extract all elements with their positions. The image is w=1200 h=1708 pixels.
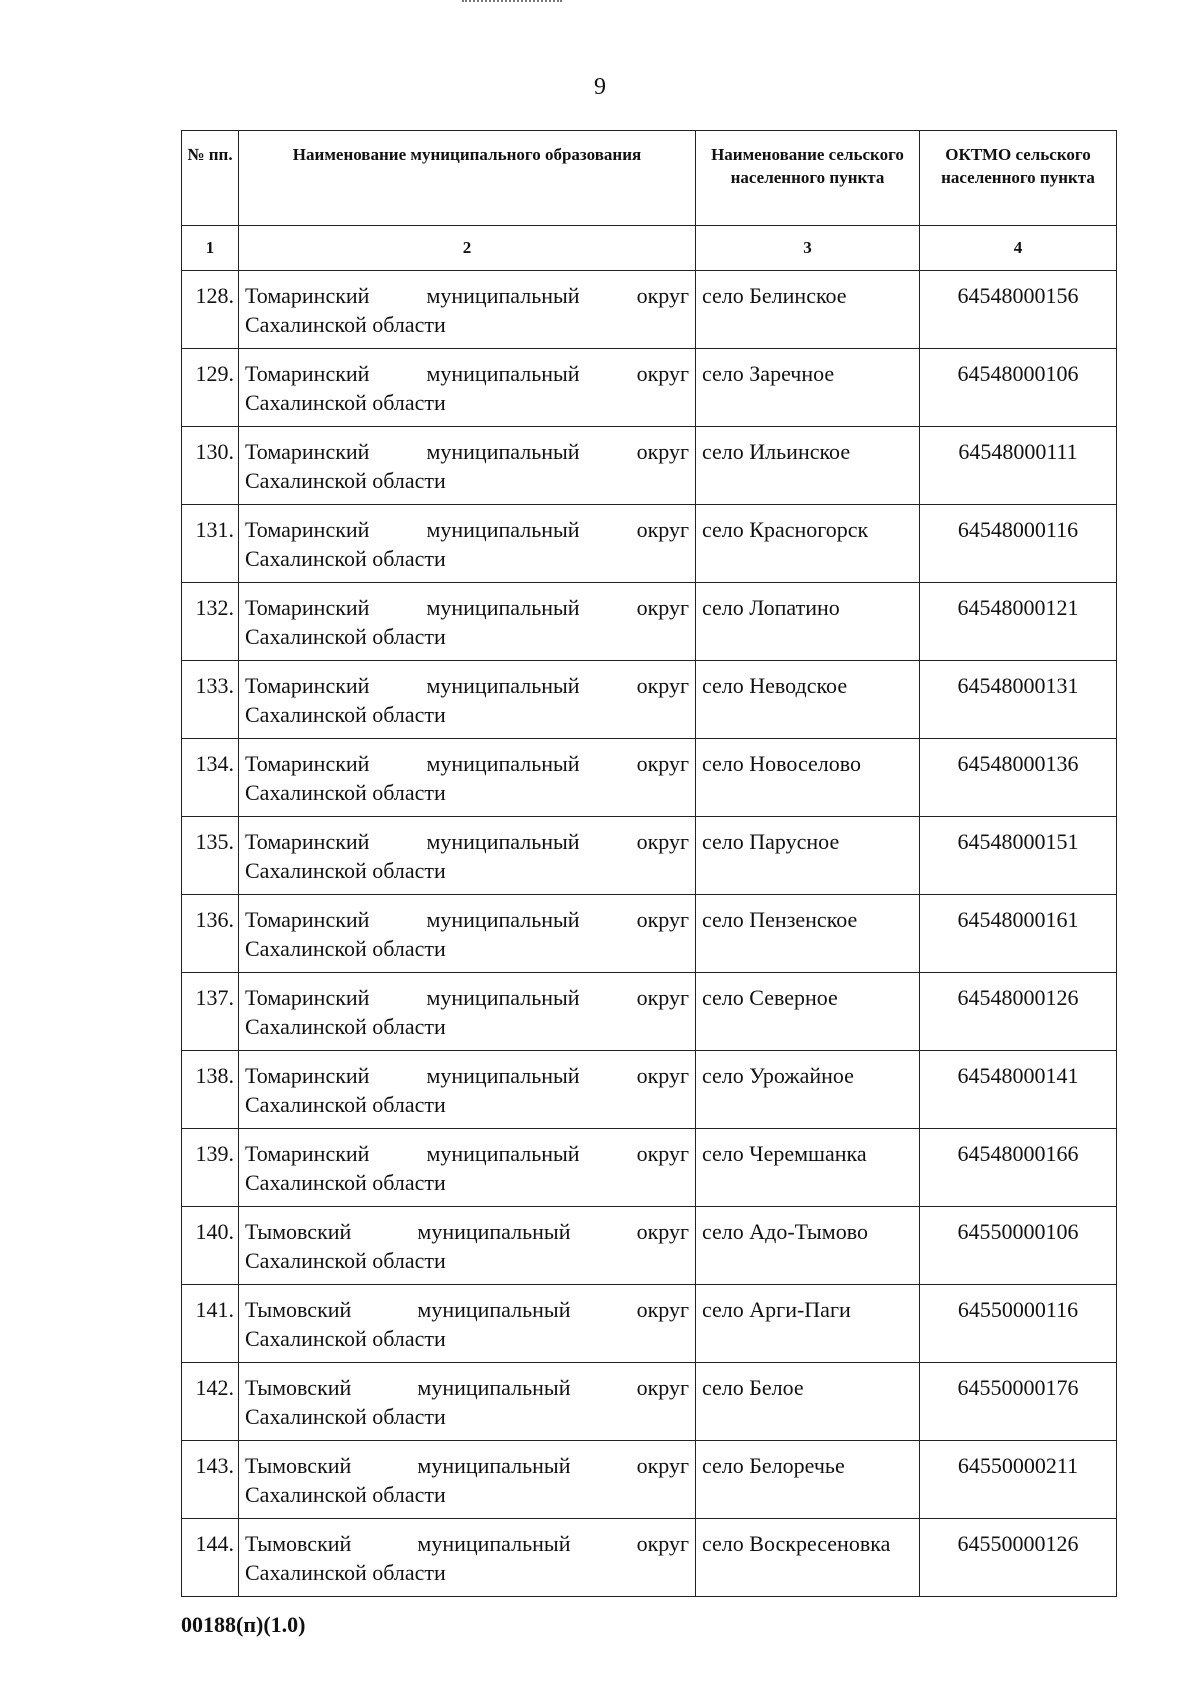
settlement-name: село Урожайное — [696, 1051, 920, 1129]
row-number: 130. — [182, 427, 239, 505]
row-number: 140. — [182, 1207, 239, 1285]
settlement-name: село Неводское — [696, 661, 920, 739]
municipality-name: Тымовский муниципальный округ Сахалинской области — [239, 1207, 696, 1285]
oktmo-code: 64548000166 — [920, 1129, 1117, 1207]
municipality-name: Томаринский муниципальный округ Сахалинской области — [239, 1051, 696, 1129]
table-row — [182, 973, 1117, 1051]
row-number: 141. — [182, 1285, 239, 1363]
oktmo-code: 64550000106 — [920, 1207, 1117, 1285]
settlement-name: село Белоречье — [696, 1441, 920, 1519]
oktmo-code: 64548000136 — [920, 739, 1117, 817]
column-index-row — [182, 226, 1117, 271]
oktmo-code: 64550000116 — [920, 1285, 1117, 1363]
column-index-2: 2 — [239, 226, 696, 271]
settlement-name: село Черемшанка — [696, 1129, 920, 1207]
row-number: 136. — [182, 895, 239, 973]
municipality-name: Томаринский муниципальный округ Сахалинской области — [239, 739, 696, 817]
table-row — [182, 1285, 1117, 1363]
row-number: 144. — [182, 1519, 239, 1597]
oktmo-code: 64548000151 — [920, 817, 1117, 895]
settlement-name: село Лопатино — [696, 583, 920, 661]
table-row — [182, 817, 1117, 895]
municipality-name: Томаринский муниципальный округ Сахалинской области — [239, 505, 696, 583]
settlement-name: село Белое — [696, 1363, 920, 1441]
row-number: 133. — [182, 661, 239, 739]
table-row — [182, 1051, 1117, 1129]
municipality-name: Томаринский муниципальный округ Сахалинской области — [239, 973, 696, 1051]
column-index-1: 1 — [182, 226, 239, 271]
header-settlement: Наименование сельского населенного пункта — [696, 131, 920, 226]
oktmo-code: 64548000121 — [920, 583, 1117, 661]
municipality-name: Томаринский муниципальный округ Сахалинской области — [239, 817, 696, 895]
table-row — [182, 1441, 1117, 1519]
municipality-name: Томаринский муниципальный округ Сахалинской области — [239, 427, 696, 505]
settlement-name: село Адо-Тымово — [696, 1207, 920, 1285]
header-municipality: Наименование муниципального образования — [239, 131, 696, 226]
table-row — [182, 505, 1117, 583]
settlement-name: село Арги-Паги — [696, 1285, 920, 1363]
row-number: 142. — [182, 1363, 239, 1441]
settlement-name: село Пензенское — [696, 895, 920, 973]
table-row — [182, 895, 1117, 973]
municipality-name: Тымовский муниципальный округ Сахалинской области — [239, 1441, 696, 1519]
municipality-name: Томаринский муниципальный округ Сахалинской области — [239, 271, 696, 349]
oktmo-code: 64548000131 — [920, 661, 1117, 739]
municipality-name: Томаринский муниципальный округ Сахалинской области — [239, 1129, 696, 1207]
settlement-name: село Новоселово — [696, 739, 920, 817]
row-number: 134. — [182, 739, 239, 817]
table-header-row — [182, 131, 1117, 226]
row-number: 132. — [182, 583, 239, 661]
municipality-name: Тымовский муниципальный округ Сахалинской области — [239, 1519, 696, 1597]
oktmo-code: 64550000126 — [920, 1519, 1117, 1597]
table-row — [182, 739, 1117, 817]
row-number: 138. — [182, 1051, 239, 1129]
oktmo-code: 64548000116 — [920, 505, 1117, 583]
document-code: 00188(п)(1.0) — [181, 1612, 306, 1637]
settlement-name: село Северное — [696, 973, 920, 1051]
settlement-name: село Красногорск — [696, 505, 920, 583]
oktmo-code: 64548000106 — [920, 349, 1117, 427]
municipality-name: Томаринский муниципальный округ Сахалинской области — [239, 895, 696, 973]
table-row — [182, 427, 1117, 505]
settlements-table — [181, 130, 1117, 1597]
scan-artifact — [462, 0, 562, 5]
column-index-4: 4 — [920, 226, 1117, 271]
header-num: № пп. — [182, 131, 239, 226]
header-oktmo: ОКТМО сельского населенного пункта — [920, 131, 1117, 226]
oktmo-code: 64548000126 — [920, 973, 1117, 1051]
row-number: 135. — [182, 817, 239, 895]
row-number: 129. — [182, 349, 239, 427]
oktmo-code: 64548000141 — [920, 1051, 1117, 1129]
table-row — [182, 1129, 1117, 1207]
page-number: 9 — [594, 74, 606, 100]
table-row — [182, 1363, 1117, 1441]
oktmo-code: 64550000211 — [920, 1441, 1117, 1519]
table-row — [182, 583, 1117, 661]
municipality-name: Томаринский муниципальный округ Сахалинской области — [239, 583, 696, 661]
oktmo-code: 64548000161 — [920, 895, 1117, 973]
municipality-name: Тымовский муниципальный округ Сахалинской области — [239, 1285, 696, 1363]
table-row — [182, 1207, 1117, 1285]
table-row — [182, 661, 1117, 739]
settlement-name: село Белинское — [696, 271, 920, 349]
settlement-name: село Парусное — [696, 817, 920, 895]
row-number: 137. — [182, 973, 239, 1051]
oktmo-code: 64548000156 — [920, 271, 1117, 349]
column-index-3: 3 — [696, 226, 920, 271]
row-number: 143. — [182, 1441, 239, 1519]
municipality-name: Томаринский муниципальный округ Сахалинской области — [239, 349, 696, 427]
municipality-name: Тымовский муниципальный округ Сахалинской области — [239, 1363, 696, 1441]
row-number: 128. — [182, 271, 239, 349]
municipality-name: Томаринский муниципальный округ Сахалинской области — [239, 661, 696, 739]
table-row — [182, 1519, 1117, 1597]
table-row — [182, 349, 1117, 427]
oktmo-code: 64548000111 — [920, 427, 1117, 505]
table-row — [182, 271, 1117, 349]
settlement-name: село Заречное — [696, 349, 920, 427]
settlement-name: село Воскресеновка — [696, 1519, 920, 1597]
row-number: 139. — [182, 1129, 239, 1207]
oktmo-code: 64550000176 — [920, 1363, 1117, 1441]
row-number: 131. — [182, 505, 239, 583]
settlement-name: село Ильинское — [696, 427, 920, 505]
